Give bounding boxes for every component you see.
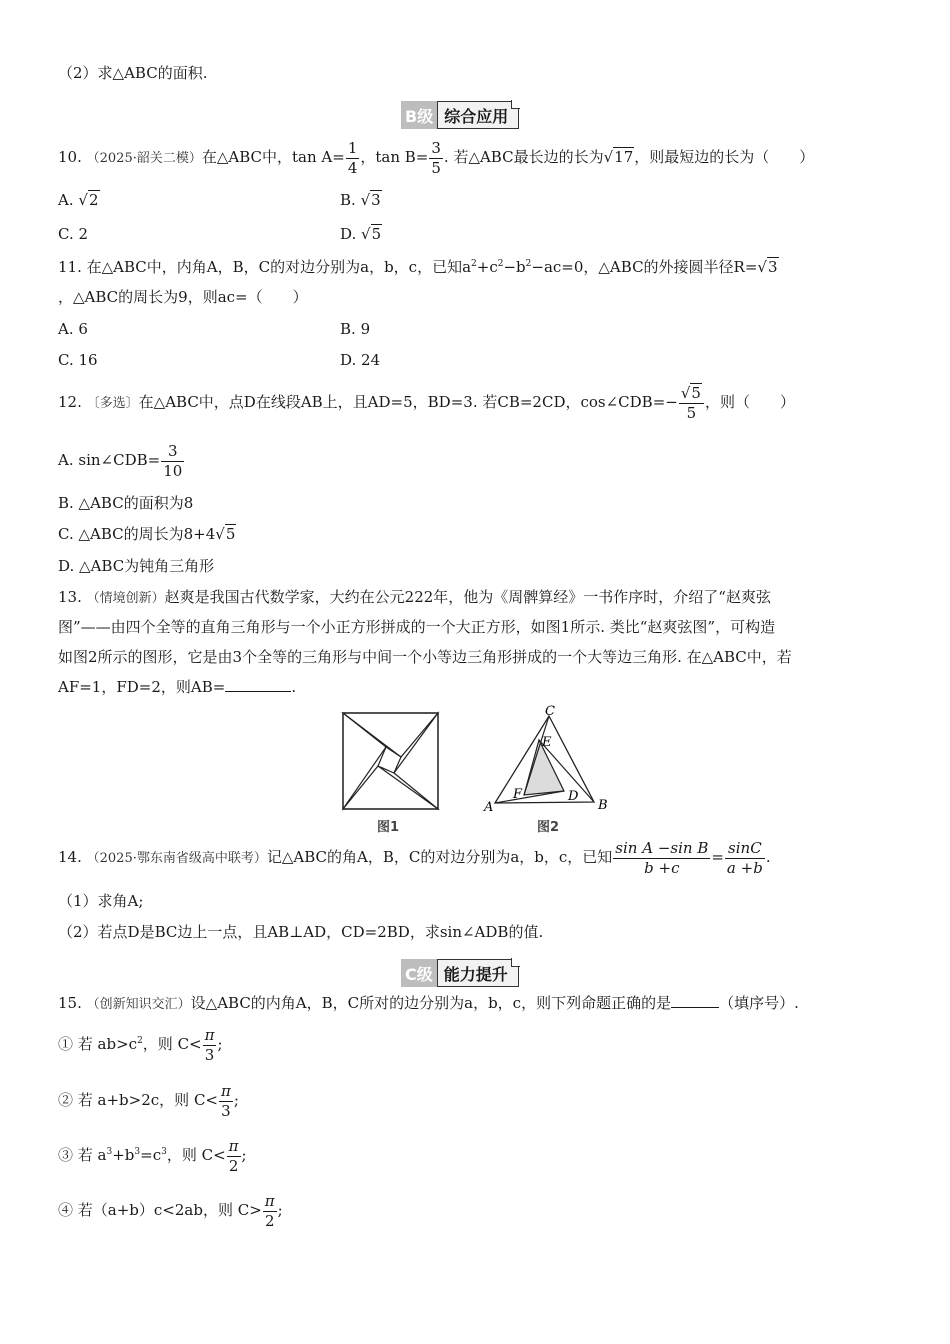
q10-tanB-frac — [429, 139, 443, 178]
q15-item-1 — [58, 1025, 223, 1065]
q10-text-a: 在△ABC中，tan A= — [201, 148, 345, 166]
fig1-triangle-right — [394, 713, 438, 809]
q12-tag: 〔多选〕 — [86, 396, 139, 411]
q11-stem — [58, 257, 779, 277]
q15-item-3-lead: ③ 若 a — [58, 1146, 107, 1164]
q11-option-a-value: 6 — [78, 320, 88, 338]
q10-text-b: ，tan B= — [360, 148, 429, 166]
q14-part2: （2）若点D是BC边上一点，且AB⊥AD，CD=2BD，求sin∠ADB的值. — [58, 923, 544, 941]
q14-equals: = — [711, 848, 724, 866]
q10-option-b-value: 3 — [371, 191, 381, 209]
fig2-label-d: D — [568, 789, 579, 804]
q11-option-a — [58, 319, 88, 339]
q15-item-1-lead: ① 若 ab>c — [58, 1035, 138, 1053]
q13-line4-text: AF=1，FD=2，则AB= — [58, 678, 226, 696]
q14-part1: （1）求角A; — [58, 892, 144, 910]
q12-option-a — [58, 441, 185, 481]
q11-option-d-value: 24 — [361, 351, 381, 369]
section-b-title: 综合应用 — [437, 101, 519, 129]
q14-frac-2 — [725, 839, 765, 878]
q14-frac-1-num: sin A −sin B — [615, 838, 709, 857]
q15-item-3-end: ; — [241, 1146, 247, 1164]
q11-sqrt3: √3 — [757, 258, 778, 276]
q12-cos-num: 5 — [691, 383, 701, 402]
q15-item-2-den: 3 — [221, 1101, 231, 1120]
q10-tanA-frac — [346, 139, 360, 178]
q11-option-b — [340, 319, 370, 339]
q10-stem — [58, 138, 814, 178]
q15-item-3-num: π — [228, 1136, 239, 1155]
q14-tag: （2025·鄂东南省级高中联考） — [86, 851, 267, 866]
q15-item-1-frac — [203, 1026, 217, 1065]
q13-line1 — [58, 587, 771, 609]
q15-item-2-end: ; — [233, 1091, 239, 1109]
q15-num: 15. — [58, 994, 82, 1012]
q10-option-a: A. √2 — [58, 191, 99, 209]
q11-option-c-label: C. — [58, 351, 74, 369]
q12-text-a: 在△ABC中，点D在线段AB上，且AD=5，BD=3. 若CB=2CD，cos∠CDB=− — [138, 393, 678, 411]
q10-tanA-num: 1 — [347, 138, 358, 157]
q11-text-d: −ac=0，△ABC的外接圆半径R= — [531, 258, 758, 276]
q13-line3: 如图2所示的图形，它是由3个全等的三角形与中间一个小等边三角形拼成的一个大等边三角形. 在△ABC中，若 — [58, 648, 792, 666]
q11-option-d-label: D. — [340, 351, 357, 369]
q11-sqrt3-radicand: 3 — [767, 258, 778, 276]
q10-option-b-label: B. — [340, 191, 356, 209]
q10-option-d-label: D. — [340, 225, 357, 243]
q15-item-3-mid: ，则 C< — [166, 1146, 226, 1164]
q15-stem — [58, 993, 799, 1015]
q9-part2: （2）求△ABC的面积. — [58, 64, 208, 82]
q15-item-3-sup-b: 3 — [134, 1147, 141, 1157]
q12-option-a-text: A. sin∠CDB= — [58, 451, 161, 469]
q15-item-3-sup-c: 3 — [161, 1147, 167, 1157]
q15-item-3-sup-a: 3 — [106, 1147, 113, 1157]
section-b-level: B级 — [401, 101, 437, 129]
figure-1-caption: 图1 — [377, 820, 400, 835]
q10-option-a-label: A. — [58, 191, 74, 209]
q14-stem — [58, 838, 771, 878]
q13-line2: 图”——由四个全等的直角三角形与一个小正方形拼成的一个大正方形，如图1所示. 类比“赵爽弦图”，可构造 — [58, 618, 776, 636]
q15-item-3-lead2: +b — [112, 1146, 135, 1164]
q14-frac-1-den: b +c — [644, 858, 680, 877]
q15-item-1-num: π — [204, 1025, 215, 1044]
q11-num: 11. — [58, 258, 82, 276]
q13-line4-end: . — [291, 678, 297, 696]
q12-option-c-radicand: 5 — [225, 525, 236, 543]
q10-option-d-value: 5 — [371, 225, 382, 243]
q15-item-4-lead: ④ 若（a+b）c<2ab — [58, 1201, 203, 1219]
q12-num: 12. — [58, 393, 82, 411]
section-c-level: C级 — [401, 959, 437, 987]
q11-option-b-label: B. — [340, 320, 356, 338]
q15-item-1-end: ; — [217, 1035, 223, 1053]
fig2-label-a: A — [484, 800, 494, 815]
q11-option-b-value: 9 — [360, 320, 371, 338]
q12-stem — [58, 383, 795, 423]
q15-item-4 — [58, 1191, 283, 1231]
q15-item-2-mid: ，则 C< — [159, 1091, 218, 1109]
section-c-header — [401, 959, 519, 987]
q10-num: 10. — [58, 148, 82, 166]
q10-tanA-den: 4 — [347, 158, 358, 177]
q15-item-3-den: 2 — [228, 1156, 239, 1175]
q10-option-d: D. √5 — [340, 225, 382, 243]
q13-tag: （情境创新） — [86, 591, 165, 606]
q14-frac-1 — [613, 839, 710, 878]
q12-option-a-frac — [161, 442, 184, 481]
q14-num: 14. — [58, 848, 82, 866]
q15-item-4-end: ; — [277, 1201, 283, 1219]
q10-option-b: B. √3 — [340, 191, 381, 209]
q15-item-4-mid: ，则 C> — [202, 1201, 262, 1219]
q10-option-a-value: 2 — [88, 191, 99, 209]
q15-text-a: 设△ABC的内角A，B，C所对的边分别为a，b，c，则下列命题正确的是 — [190, 994, 672, 1012]
q12-text-b: ，则（ ） — [704, 393, 795, 411]
q11-option-c-value: 16 — [78, 351, 98, 369]
q12-option-c-text: C. △ABC的周长为8+4 — [58, 525, 216, 543]
q15-item-2-lead: ② 若 a+b>2c — [58, 1091, 160, 1109]
q14-frac-2-num: sinC — [725, 839, 765, 859]
q11-text-c: −b — [503, 258, 526, 276]
q15-item-2-frac — [219, 1082, 233, 1121]
q12-option-a-den: 10 — [163, 461, 183, 480]
q11-text-b: +c — [476, 258, 498, 276]
q11-option-c — [58, 350, 98, 370]
q15-item-4-num: π — [264, 1191, 275, 1210]
q11-exp-c: 2 — [497, 259, 504, 269]
section-b-header — [401, 101, 519, 129]
q10-tag: （2025·韶关二模） — [86, 151, 202, 166]
q12-option-c: C. △ABC的周长为8+4√5 — [58, 525, 236, 543]
q12-option-d: D. △ABC为钝角三角形 — [58, 557, 215, 575]
figure-2-triangle-diagram — [480, 703, 615, 818]
q12-option-b: B. △ABC的面积为8 — [58, 494, 194, 512]
q12-option-a-num: 3 — [161, 442, 184, 462]
figure-1-zhao-shuang-diagram — [340, 710, 444, 814]
q10-text-d: ，则最短边的长为（ ） — [634, 148, 815, 166]
q15-item-1-sup: 2 — [137, 1036, 143, 1046]
q11-option-a-label: A. — [58, 320, 74, 338]
q15-item-3 — [58, 1136, 247, 1176]
section-c-title: 能力提升 — [437, 959, 519, 987]
q15-text-b: （填序号）. — [719, 994, 799, 1012]
q11-stem-2: ，△ABC的周长为9，则ac=（ ） — [58, 288, 308, 306]
q10-sqrt17: √17 — [603, 148, 634, 166]
q15-item-1-den: 3 — [204, 1045, 215, 1064]
q15-item-1-mid: ，则 C< — [142, 1035, 202, 1053]
q10-option-c-value: 2 — [78, 225, 89, 243]
q11-exp-b: 2 — [525, 259, 532, 269]
q13-text-1: 赵爽是我国古代数学家，大约在公元222年，他为《周髀算经》一书作序时，介绍了“赵爽弦 — [164, 588, 771, 606]
q11-exp-a: 2 — [471, 259, 477, 269]
q15-item-4-den: 2 — [264, 1211, 275, 1230]
q11-text-a: 在△ABC中，内角A，B，C的对边分别为a，b，c，已知a — [86, 258, 472, 276]
q12-cos-frac: $\frac{√5}{5}$ — [679, 384, 704, 423]
q10-option-c — [58, 224, 88, 244]
fig2-label-e: E — [542, 735, 552, 750]
q15-item-3-frac — [227, 1137, 241, 1176]
q13-line4 — [58, 677, 296, 697]
q10-tanB-den: 5 — [431, 158, 441, 177]
q13-num: 13. — [58, 588, 82, 606]
q13-answer-blank[interactable] — [225, 691, 291, 692]
q15-item-3-lead3: =c — [140, 1146, 162, 1164]
q14-text-end: . — [765, 848, 771, 866]
q15-item-4-frac — [263, 1192, 277, 1231]
q10-text-c: . 若△ABC最长边的长为 — [443, 148, 604, 166]
fig2-label-f: F — [513, 787, 523, 802]
q11-option-d — [340, 350, 380, 370]
q15-tag: （创新知识交汇） — [86, 997, 191, 1012]
q14-text-a: 记△ABC的角A，B，C的对边分别为a，b，c，已知 — [266, 848, 613, 866]
q15-item-2 — [58, 1081, 239, 1121]
q12-cos-den: 5 — [686, 403, 697, 422]
figure-2-caption: 图2 — [537, 820, 560, 835]
q10-option-c-label: C. — [58, 225, 74, 243]
q15-answer-blank[interactable] — [671, 1007, 719, 1008]
q15-item-2-num: π — [221, 1081, 231, 1100]
fig2-label-b: B — [598, 798, 608, 813]
q10-sqrt17-radicand: 17 — [614, 148, 634, 166]
q10-tanB-num: 3 — [431, 138, 441, 157]
q14-frac-2-den: a +b — [726, 858, 763, 877]
fig2-label-c: C — [545, 704, 555, 719]
